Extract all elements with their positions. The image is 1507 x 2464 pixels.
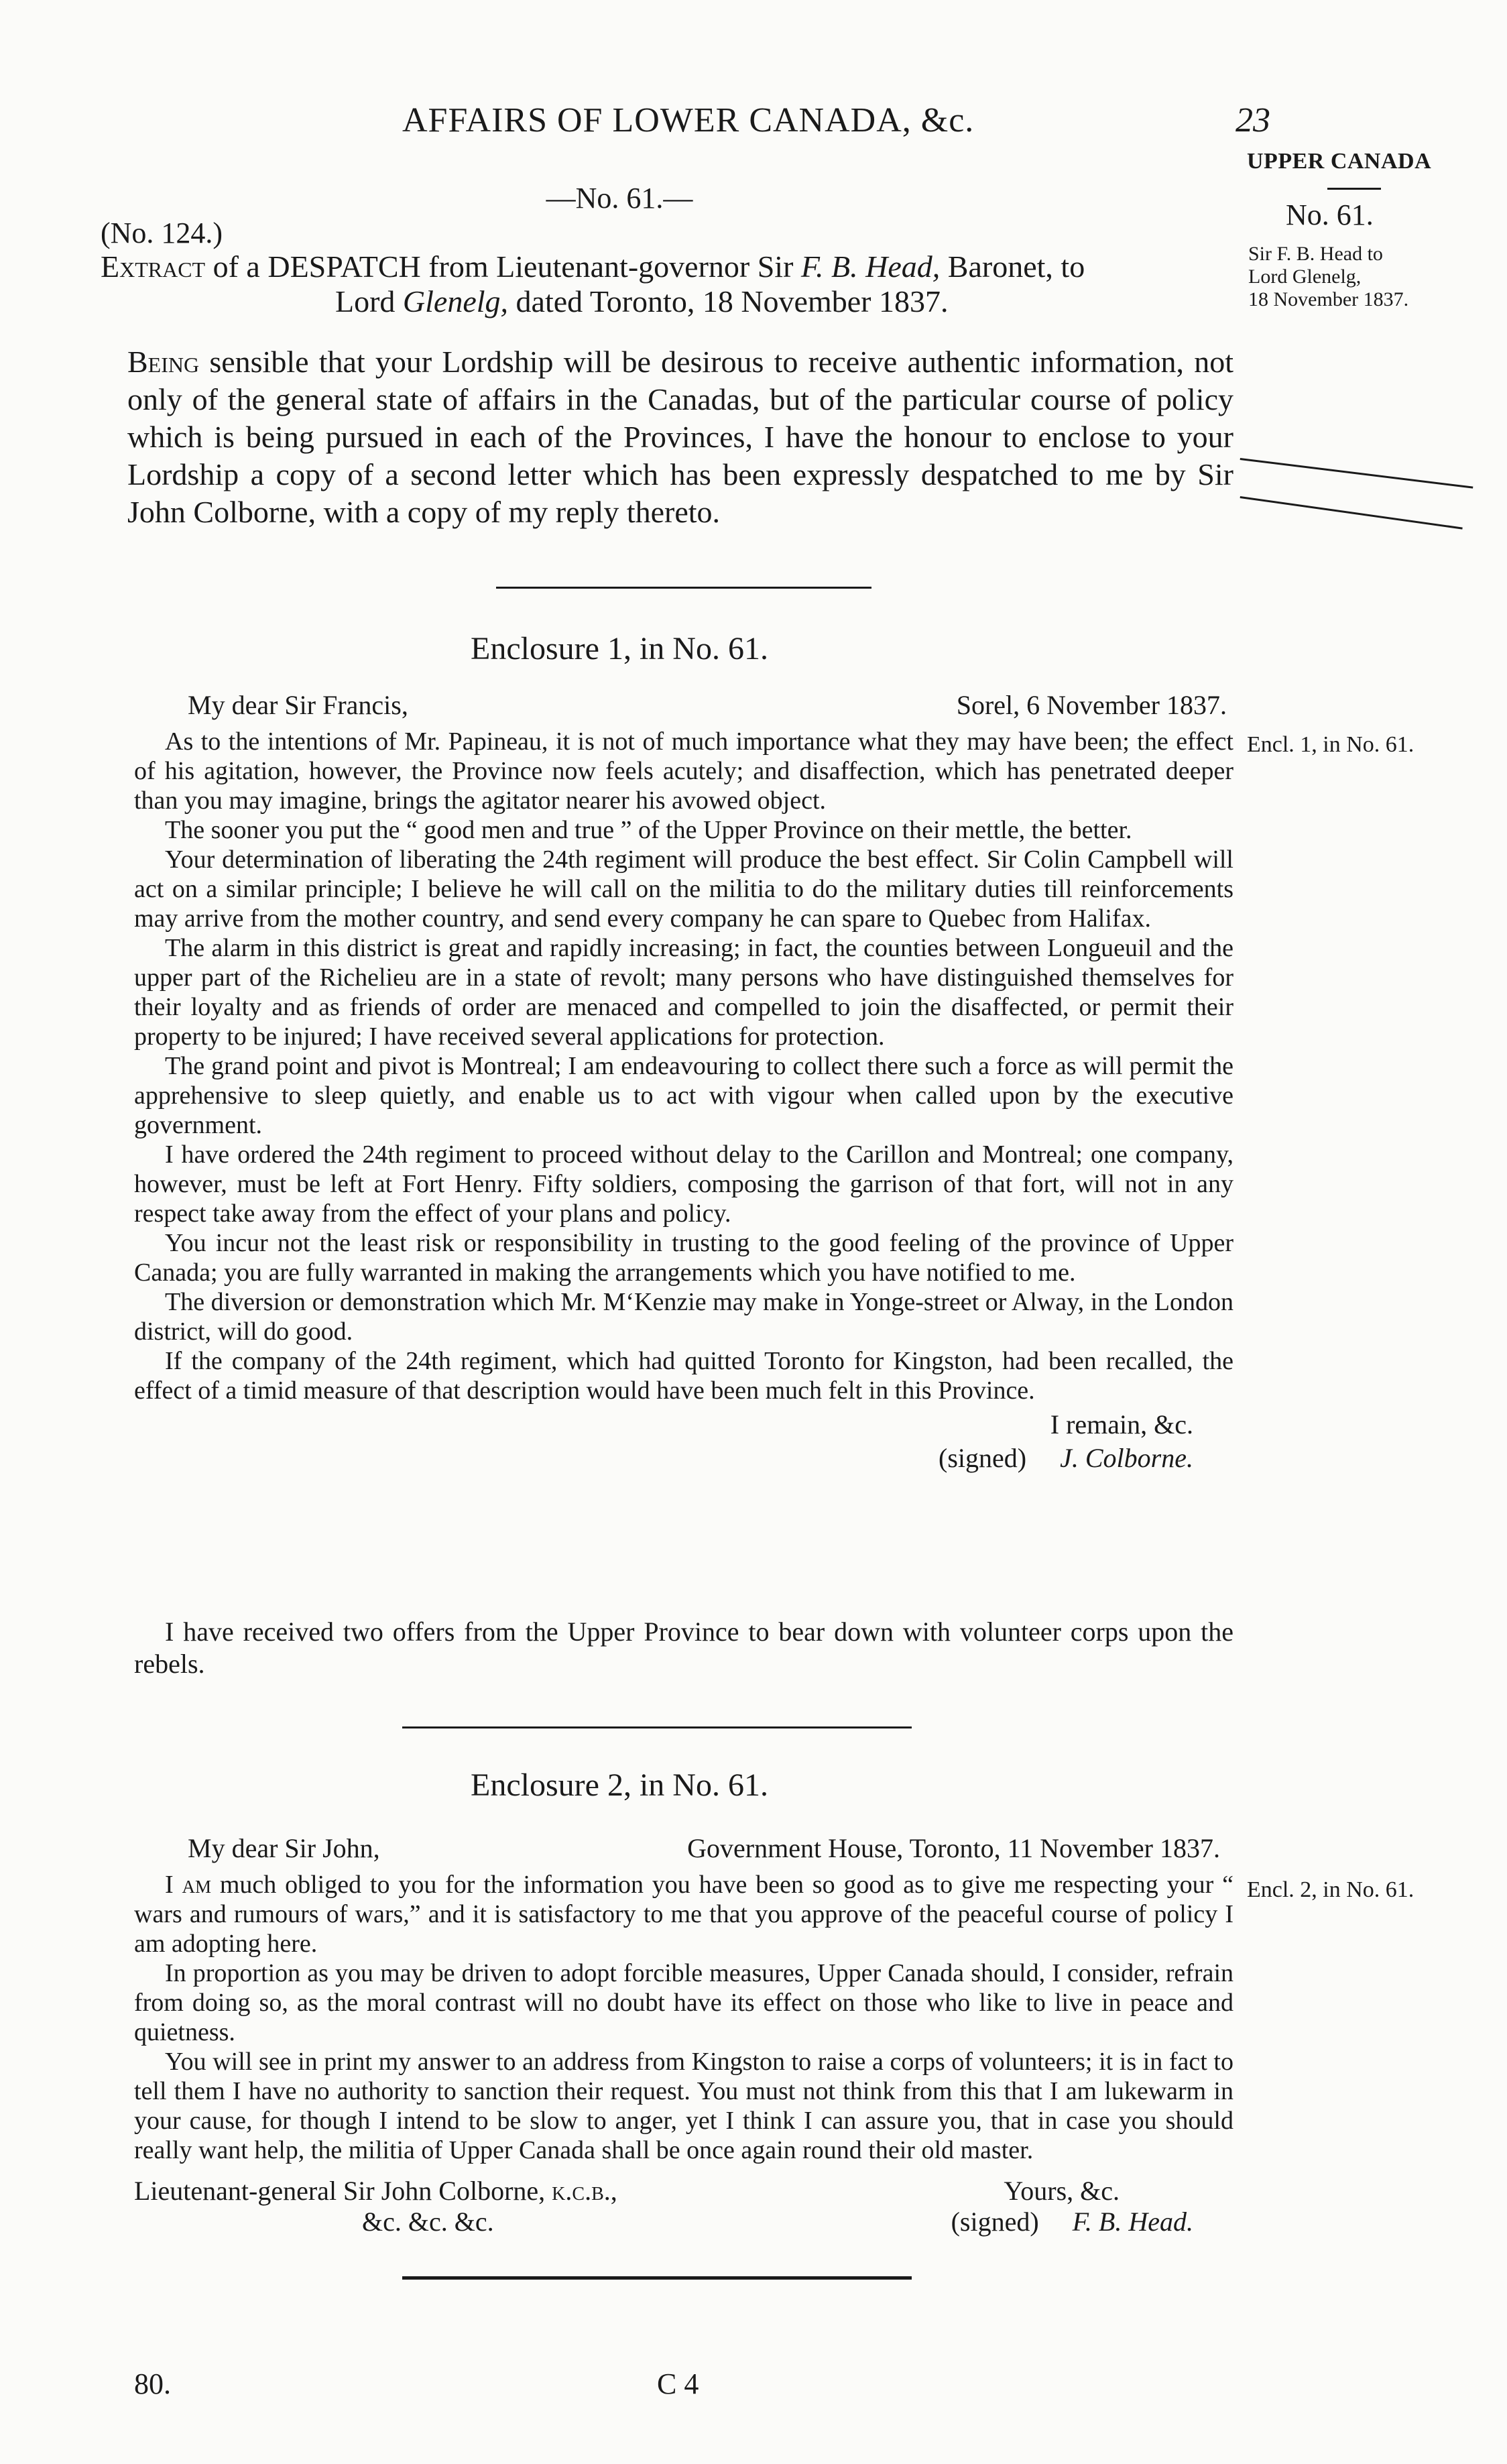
despatch-paragraph [127, 343, 1233, 531]
margin-sub-line3: 18 November 1837. [1248, 288, 1409, 310]
enclosure-marker-line [1240, 496, 1463, 530]
enclosure2-closing: Yours, &c. [1004, 2176, 1120, 2206]
para-text: sensible that your Lordship will be desirous to receive authentic information, not only of the general state of affairs in the Canadas, but of the particular course of policy which is being pursued in each of the Provinces, I have the honour to enclose to your Lordship a copy of a second letter which has been expressly despatched to me by Sir John Colborne, with a copy of my reply thereto. [127, 345, 1233, 529]
enclosure2-signed: (signed) [951, 2207, 1039, 2237]
title-line2-name: Glenelg, [402, 284, 509, 318]
margin-number: No. 61. [1286, 198, 1374, 231]
enclosure1-paragraph-3: Your determination of liberating the 24th regiment will produce the best effect. Sir Colin Campbell will act on a similar principle; I believe he will call on the militia to do the military duties till reinforcements may arrive from the mother country, and send every company he can spare to Quebec from Halifax. [134, 845, 1233, 933]
signature-mark: 80. [134, 2367, 171, 2400]
enclosure1-paragraph-4: The alarm in this district is great and rapidly increasing; in fact, the counties between Longueuil and the upper part of the Richelieu are in a state of revolt; many persons who have distinguished themselves for their loyalty and as friends of order are menaced and compelled to join the disaffected, or permit their property to be injured; I have received several applications for protection. [134, 934, 1233, 1051]
title-line1-end: Baronet, to [947, 249, 1085, 284]
addressee-line2: &c. &c. &c. [362, 2207, 494, 2237]
enclosure2-paragraph-3: You will see in print my answer to an address from Kingston to raise a corps of volunteers; it is in fact to tell them I have no authority to sanction their request. You must not think from this that I am lukewarm in your cause, for though I intend to be slow to anger, yet I think I can assure you, that in case you should really want help, the militia of Upper Canada shall be once again round their old master. [134, 2048, 1233, 2164]
enclosure1-signature-line [134, 1442, 1193, 1475]
addressee-name: Lieutenant-general Sir John Colborne, [134, 2176, 546, 2206]
enclosure1-paragraph-1: As to the intentions of Mr. Papineau, it is not of much importance what they may have been; the effect of his agitation, however, the Province now feels acutely; and disaffection, which has penetrated deeper than you may imagine, brings the agitator nearer his avowed object. [134, 727, 1233, 815]
enclosure2-title: Enclosure 2, in No. 61. [471, 1767, 768, 1803]
title-line2-a: Lord [335, 284, 396, 318]
divider [496, 587, 871, 589]
enclosure2-place-date: Government House, Toronto, 11 November 1837. [687, 1833, 1220, 1863]
addressee-line1 [134, 2176, 617, 2207]
title-line2-b: dated Toronto, 18 November 1837. [516, 284, 949, 318]
enclosure1-signed: (signed) [939, 1443, 1027, 1473]
enclosure1-closing: I remain, &c. [1050, 1409, 1193, 1440]
enclosure2-signature: F. B. Head. [1072, 2207, 1193, 2237]
title-line1: of a DESPATCH from Lieutenant-governor Sir [213, 249, 794, 284]
enclosure2-addressee-block [134, 2176, 1233, 2237]
enclosure1-place-date: Sorel, 6 November 1837. [956, 690, 1227, 720]
enclosure1-paragraph-7: You incur not the least risk or responsibility in trusting to the good feeling of the province of Upper Canada; you are fully warranted in making the arrangements which you have notified to me. [134, 1229, 1233, 1287]
running-header: AFFAIRS OF LOWER CANADA, &c. [402, 101, 975, 139]
enclosure1-paragraph-8: The diversion or demonstration which Mr. M‘Kenzie may make in Yonge-street or Alway, in the London district, will do good. [134, 1288, 1233, 1346]
margin-sub-line1: Sir F. B. Head to [1248, 243, 1383, 265]
enclosure2-paragraph-1-text: much obliged to you for the information you have been so good as to give me respecting your “ wars and rumours of wars,” and it is satisfactory to me that you approve of the peaceful course of policy I am adopting here. [134, 1871, 1233, 1958]
sheet-signature: C 4 [657, 2367, 699, 2400]
margin-rule [1327, 188, 1381, 190]
enclosure2-lead: I am [165, 1871, 211, 1899]
enclosure1-signature: J. Colborne. [1060, 1443, 1193, 1473]
title-lead: Extract [101, 249, 206, 284]
enclosure1-postscript: I have received two offers from the Upper Province to bear down with volunteer corps upon the rebels. [134, 1617, 1233, 1679]
enclosure1-letter [134, 691, 1233, 1475]
para-lead: Being [127, 345, 200, 379]
enclosure1-paragraph-6: I have ordered the 24th regiment to proceed without delay to the Carillon and Montreal; one company, however, must be left at Fort Henry. Fifty soldiers, composing the garrison of that fort, will not in any respect take away from the effect of your plans and policy. [134, 1140, 1233, 1228]
divider [402, 1726, 912, 1728]
title-name: F. B. Head, [800, 249, 941, 284]
enclosure2-letter [134, 1834, 1233, 2165]
margin-subtitle [1248, 243, 1503, 311]
enclosure1-salutation: My dear Sir Francis, [188, 690, 408, 720]
enclosure1-paragraph-5: The grand point and pivot is Montreal; I am endeavouring to collect there such a force as will permit the apprehensive to sleep quietly, and enable us to act with vigour when called upon by the executive government. [134, 1052, 1233, 1139]
margin-sub-line2: Lord Glenelg, [1248, 266, 1362, 288]
enclosure1-paragraph-9: If the company of the 24th regiment, which had quitted Toronto for Kingston, had been recalled, the effect of a timid measure of that description would have been much felt in this Province. [134, 1347, 1233, 1405]
addressee-honours: k.c.b., [552, 2176, 617, 2206]
despatch-number: (No. 124.) [101, 217, 223, 249]
enclosure2-margin-note: Encl. 2, in No. 61. [1247, 1877, 1414, 1902]
section-number: —No. 61.— [546, 182, 693, 215]
enclosure1-paragraph-2: The sooner you put the “ good men and true ” of the Upper Province on their mettle, the better. [165, 816, 1132, 844]
enclosure2-salutation: My dear Sir John, [188, 1833, 380, 1863]
despatch-title [101, 249, 1240, 319]
enclosure1-margin-note: Encl. 1, in No. 61. [1247, 732, 1414, 757]
margin-region: UPPER CANADA [1247, 149, 1432, 174]
enclosure2-signature-line [951, 2207, 1233, 2237]
enclosure-marker-line [1240, 458, 1473, 489]
page-number: 23 [1235, 101, 1270, 139]
enclosure2-paragraph-2: In proportion as you may be driven to adopt forcible measures, Upper Canada should, I consider, refrain from doing so, as the moral contrast will no doubt have its effect on those who like to live in peace and quietness. [134, 1959, 1233, 2046]
closing-rule [402, 2276, 912, 2280]
enclosure2-paragraph-1 [134, 1870, 1233, 1958]
enclosure1-title: Enclosure 1, in No. 61. [471, 631, 768, 666]
